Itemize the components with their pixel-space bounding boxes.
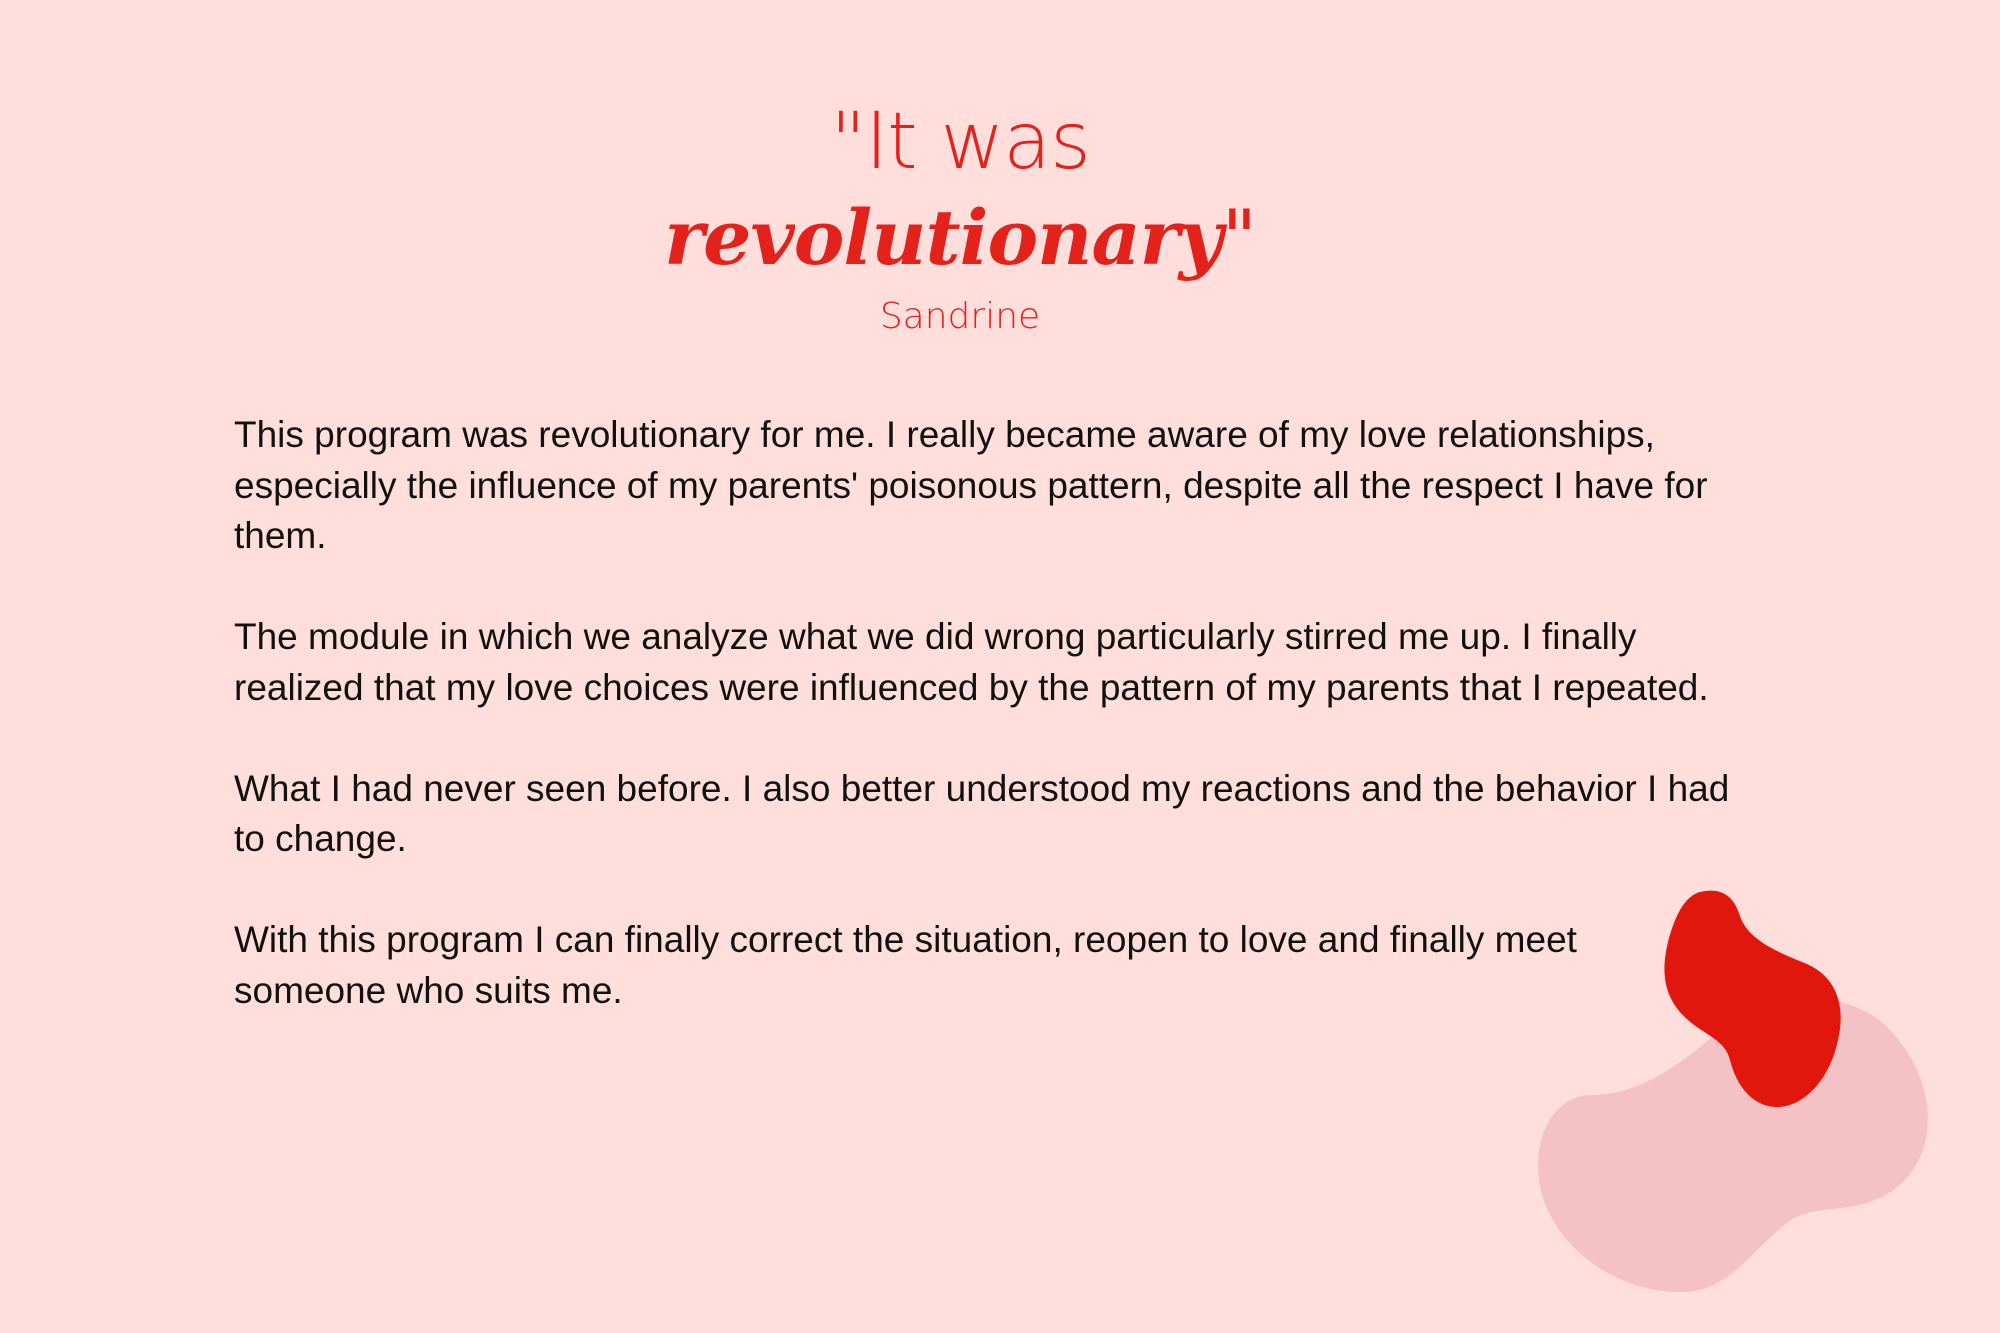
headline-line-2 bbox=[0, 188, 1920, 288]
testimonial-paragraph: What I had never seen before. I also better understood my reactions and the behavior I had to change. bbox=[234, 767, 1730, 859]
headline-line-1 bbox=[0, 96, 1920, 188]
testimonial-body bbox=[234, 410, 1734, 1067]
decorative-blobs bbox=[1520, 880, 1950, 1300]
testimonial-paragraph: The module in which we analyze what we did wrong particularly stirred me up. I finally realized that my love choices were influenced by the pattern of my parents that I repeated. bbox=[234, 616, 1709, 708]
testimonial-paragraph: With this program I can finally correct the situation, reopen to love and finally meet someone who suits me. bbox=[234, 919, 1577, 1011]
headline-line-1-text: "It was bbox=[830, 97, 1090, 187]
headline-emphasis: revolutionary bbox=[664, 193, 1222, 282]
testimonial-paragraph: This program was revolutionary for me. I really became aware of my love relationships, especially the influence of my parents' poisonous pattern, despite all the respect I have for them. bbox=[234, 414, 1708, 556]
headline-close-quote: " bbox=[1221, 193, 1256, 282]
author-name: Sandrine bbox=[879, 296, 1041, 337]
